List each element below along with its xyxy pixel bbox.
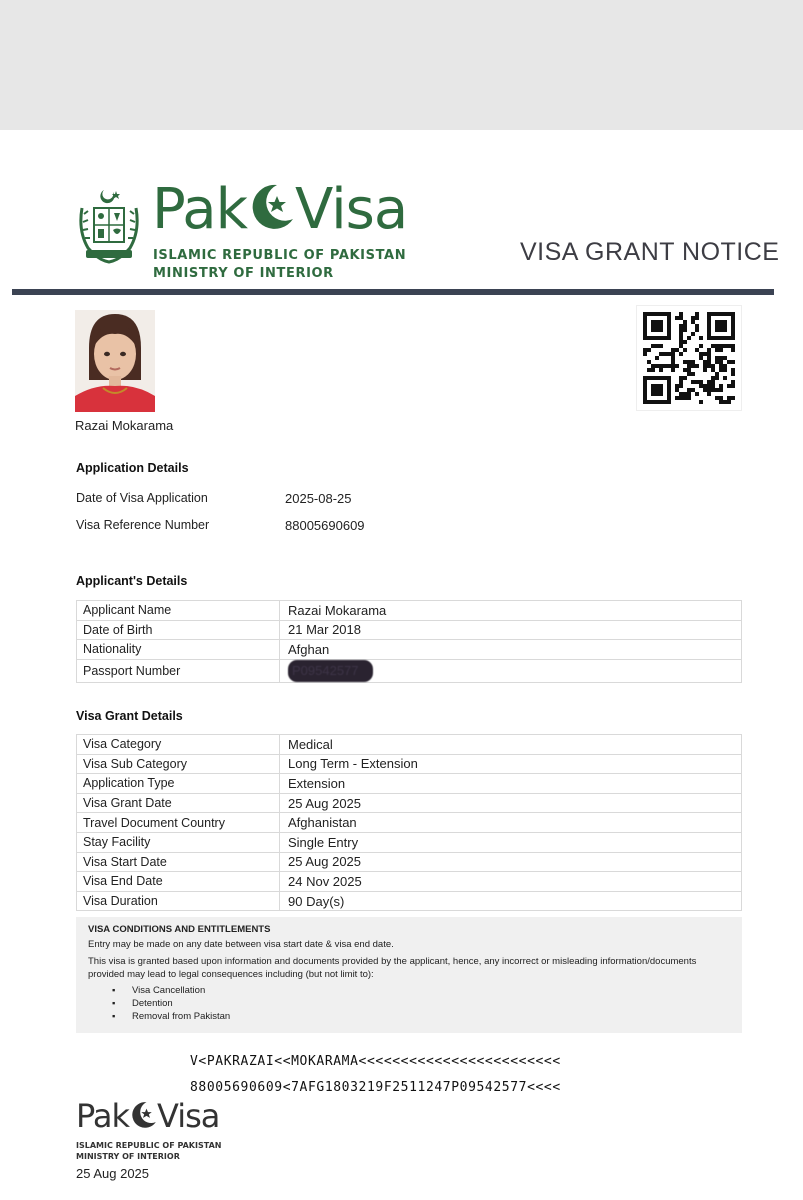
visa-grant-details-title: Visa Grant Details bbox=[76, 709, 183, 723]
table-row bbox=[77, 659, 742, 682]
header-divider bbox=[12, 289, 774, 295]
table-cell-label: Stay Facility bbox=[77, 832, 280, 852]
applicant-details-table bbox=[76, 600, 742, 683]
table-row bbox=[77, 620, 742, 640]
mrz-line-1: V<PAKRAZAI<<MOKARAMA<<<<<<<<<<<<<<<<<<<<<<<< bbox=[190, 1054, 561, 1069]
applicant-photo bbox=[75, 310, 155, 412]
table-cell-label: Visa Grant Date bbox=[77, 793, 280, 813]
footer-logo-right-text: Visa bbox=[157, 1097, 220, 1135]
crescent-star-icon bbox=[247, 182, 295, 232]
applicants-details-title: Applicant's Details bbox=[76, 574, 188, 588]
table-row bbox=[77, 601, 742, 621]
table-cell-label: Applicant Name bbox=[77, 601, 280, 621]
table-row bbox=[77, 891, 742, 911]
application-row-value: 88005690609 bbox=[285, 518, 365, 533]
table-cell-label: Visa Start Date bbox=[77, 852, 280, 872]
table-cell-value: 90 Day(s) bbox=[280, 891, 742, 911]
table-row bbox=[77, 754, 742, 774]
conditions-list bbox=[88, 984, 730, 1023]
logo-subtitle bbox=[153, 247, 406, 283]
table-cell-value: Medical bbox=[280, 735, 742, 755]
qr-code bbox=[636, 305, 742, 411]
notice-title: VISA GRANT NOTICE bbox=[520, 238, 780, 266]
table-cell-value: Extension bbox=[280, 774, 742, 794]
application-row-value: 2025-08-25 bbox=[285, 491, 352, 506]
logo-right-text: Visa bbox=[295, 177, 408, 242]
table-row bbox=[77, 813, 742, 833]
table-cell-label: Date of Birth bbox=[77, 620, 280, 640]
list-item: ▪ Detention bbox=[112, 997, 730, 1010]
conditions-title: VISA CONDITIONS AND ENTITLEMENTS bbox=[88, 924, 271, 935]
application-row bbox=[76, 491, 352, 506]
table-cell-value: Long Term - Extension bbox=[280, 754, 742, 774]
table-row bbox=[77, 640, 742, 660]
table-row bbox=[77, 735, 742, 755]
application-details-title: Application Details bbox=[76, 461, 189, 475]
pakvisa-logo bbox=[152, 177, 408, 242]
conditions-line2: This visa is granted based upon information and documents provided by the applicant, hence, any incorrect or misleading information/documents provided may lead to legal consequences including (but not limit to): bbox=[88, 956, 697, 980]
table-cell-value: Afghanistan bbox=[280, 813, 742, 833]
logo-subtitle-line1: ISLAMIC REPUBLIC OF PAKISTAN bbox=[153, 248, 407, 263]
application-row bbox=[76, 518, 365, 533]
table-cell-label: Visa End Date bbox=[77, 872, 280, 892]
conditions-line1: Entry may be made on any date between visa start date & visa end date. bbox=[88, 939, 394, 950]
passport-number-cell bbox=[280, 659, 742, 682]
list-item: ▪ Removal from Pakistan bbox=[112, 1010, 730, 1023]
table-cell-value: Razai Mokarama bbox=[280, 601, 742, 621]
footer-date: 25 Aug 2025 bbox=[76, 1166, 150, 1181]
table-cell-label: Travel Document Country bbox=[77, 813, 280, 833]
application-row-label: Visa Reference Number bbox=[76, 518, 210, 532]
table-cell-label: Passport Number bbox=[77, 659, 280, 682]
footer-subtitle-line2: MINISTRY OF INTERIOR bbox=[76, 1152, 180, 1161]
table-cell-label: Application Type bbox=[77, 774, 280, 794]
footer-crescent-star-icon bbox=[129, 1100, 157, 1130]
table-cell-label: Nationality bbox=[77, 640, 280, 660]
mrz-line-2: 88005690609<7AFG1803219F2511247P09542577<<<< bbox=[190, 1080, 561, 1095]
state-emblem-icon bbox=[74, 186, 144, 268]
redacted-passport-number: P09542577 bbox=[288, 660, 373, 682]
table-cell-label: Visa Sub Category bbox=[77, 754, 280, 774]
table-row bbox=[77, 793, 742, 813]
applicant-photo-name: Razai Mokarama bbox=[75, 418, 174, 433]
table-row bbox=[77, 852, 742, 872]
top-margin-band bbox=[0, 0, 803, 130]
document-header bbox=[0, 130, 803, 300]
footer-pakvisa-logo bbox=[76, 1097, 220, 1135]
visa-grant-details-table bbox=[76, 734, 742, 911]
table-row bbox=[77, 774, 742, 794]
qr-code-icon bbox=[643, 312, 735, 404]
table-cell-value: 25 Aug 2025 bbox=[280, 793, 742, 813]
footer-logo-left-text: Pak bbox=[76, 1097, 129, 1135]
footer-subtitle bbox=[76, 1140, 221, 1162]
table-cell-value: 21 Mar 2018 bbox=[280, 620, 742, 640]
table-row bbox=[77, 872, 742, 892]
table-cell-value: Single Entry bbox=[280, 832, 742, 852]
list-item: ▪ Visa Cancellation bbox=[112, 984, 730, 997]
table-cell-label: Visa Duration bbox=[77, 891, 280, 911]
applicant-portrait-icon bbox=[75, 310, 155, 412]
table-cell-value: 25 Aug 2025 bbox=[280, 852, 742, 872]
table-row bbox=[77, 832, 742, 852]
application-row-label: Date of Visa Application bbox=[76, 491, 208, 505]
logo-left-text: Pak bbox=[152, 177, 247, 242]
visa-conditions-box bbox=[76, 917, 742, 1033]
logo-subtitle-line2: MINISTRY OF INTERIOR bbox=[153, 266, 334, 281]
table-cell-value: 24 Nov 2025 bbox=[280, 872, 742, 892]
table-cell-label: Visa Category bbox=[77, 735, 280, 755]
table-cell-value: Afghan bbox=[280, 640, 742, 660]
footer-subtitle-line1: ISLAMIC REPUBLIC OF PAKISTAN bbox=[76, 1141, 222, 1150]
